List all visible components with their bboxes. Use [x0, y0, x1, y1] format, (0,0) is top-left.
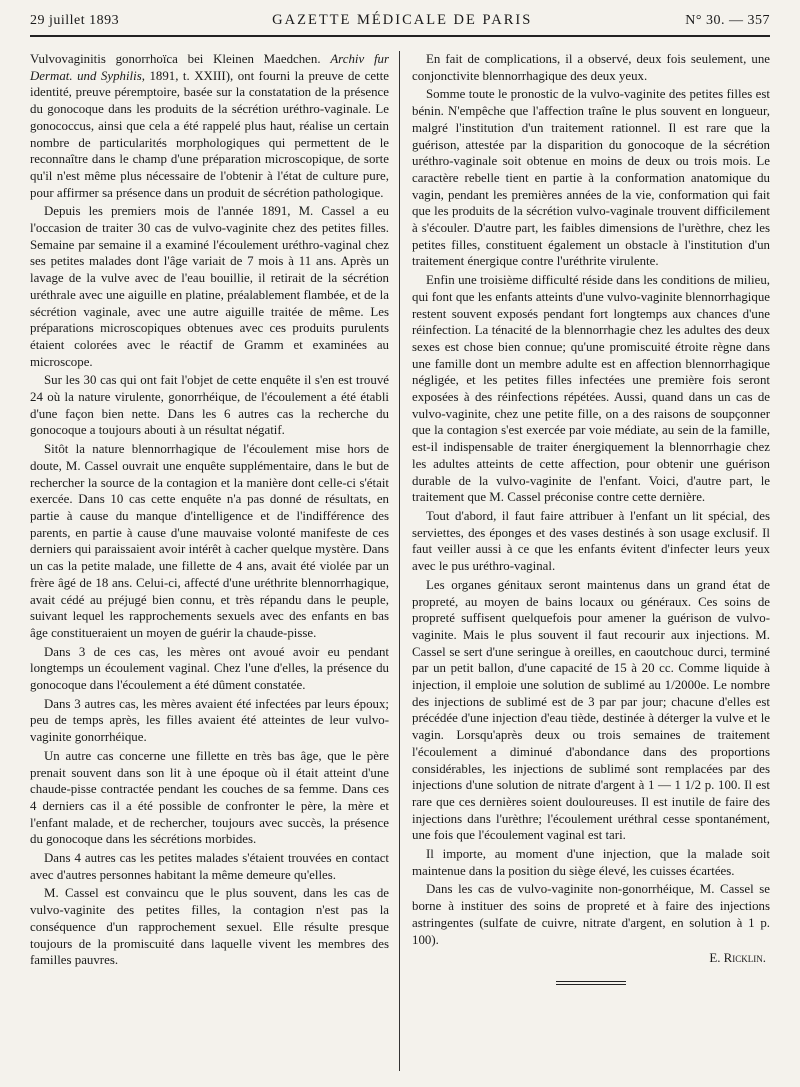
paragraph: Sitôt la nature blennorrhagique de l'écoulement mise hors de doute, M. Cassel ouvrait une enquête supplémentaire, dans le but de rechercher la source de la contagion et la manière dont celle-ci s'était exercée. Dans 10 cas cette enquête n'a pas donné de résultats, en partie à cause du manque d'intelligence et de l'indifférence des parents, en partie à cause d'une mauvaise volonté manifeste de ces derniers qui paraissaient avoir intérêt à cacher quelque mystère. Dans un cas la petite malade, une fillette de 4 ans, avait été violée par un frère âgé de 18 ans. Celui-ci, affecté d'une uréthrite blennorrhagique, avait cédé au préjugé bien connu, et très répandu dans le peuple, suivant lequel les rapprochements sexuels avec des enfants en bas âge constitueraient un moyen de guérir la chaude-pisse. [30, 442, 389, 640]
author-signature: E. Ricklin. [709, 951, 766, 966]
journal-title: GAZETTE MÉDICALE DE PARIS [272, 12, 533, 28]
paragraph: Dans 3 autres cas, les mères avaient été infectées par leurs époux; peu de temps après, les filles avaient été atteintes de leur vulvo-vaginite gonorrhéique. [30, 696, 389, 745]
paragraph: Somme toute le pronostic de la vulvo-vaginite des petites filles est bénin. N'empêche que l'affection traîne le plus souvent en longueur, malgré l'institution d'un traitement rationnel. Il est rare que la guérison, attestée par la disparition du gonocoque de la sécrétion uréthro-vaginale soit obtenue en moins de deux ou trois mois. Le caractère rebelle tient en partie à la conformation anatomique du vagin, pendant les premières années de la vie, conformation qui fait que les produits de la sécrétion vulvo-vaginale trouvent difficilement à s'écouler. D'autre part, les faibles dimensions de l'urèthre, chez les petites filles, constituent également un obstacle à l'institution d'un traitement énergique contre l'uréthrite virulente. [412, 87, 770, 269]
paragraph: Les organes génitaux seront maintenus dans un grand état de propreté, au moyen de bains locaux ou généraux. Ces soins de propreté suffisent quelquefois pour amener la guérison de vulvo-vaginite. Mais le plus souvent il faut recourir aux injections. M. Cassel se sert d'une seringue à oreilles, en caoutchouc durci, terminé par un petit ballon, d'une capacité de 15 à 20 cc. Comme liquide à injection, il emploie une solution de sublimé au 1/2000e. Le nombre des injections de sublimé est de 3 par par jour; chacune d'elles est précédée d'une injection d'eau tiède, destinée à déterger la vulve et le vagin. Lorsqu'après deux ou trois semaines de traitement l'écoulement a diminué d'abondance dans des proportions considérables, les injections de sublimé sont remplacées par des injections d'une solution de nitrate d'argent à 1 — 1 1/2 p. 100. Il est rare que ces dernières soient douloureuses. Il est inutile de faire des injections dans l'urèthre; l'écoulement uréthral cesse spontanément, une fois que l'écoulement vaginal est tari. [412, 577, 770, 843]
citation-journal: Archiv fur Dermat. und Syphilis [30, 52, 389, 83]
paragraph: M. Cassel est convaincu que le plus souvent, dans les cas de vulvo-vaginite des petites filles, la contagion n'est pas la conséquence d'un rapprochement sexuel. Elle résulte presque toujours de la promiscuité dans laquelle vivent les membres des familles pauvres. [30, 886, 389, 968]
paragraph-text: , 1891, t. XXIII), ont fourni la preuve de cette identité, preuve péremptoire, basée sur la constatation de la présence du gonocoque dans les produits de la sécrétion uréthro-vaginale. Le gonococcus, ainsi que cela a été rappelé plus haut, réalise un certain nombre de particularités morphologiques qui permettent de le reconnaître dans le champ d'une préparation microscopique, de sorte qu'il n'est même plus nécessaire de l'obtenir à l'état de culture pure, pour affirmer sa présence dans un produit de sécrétion pathologique. [30, 68, 389, 200]
paragraph: Depuis les premiers mois de l'année 1891, M. Cassel a eu l'occasion de traiter 30 cas de vulvo-vaginite chez des petites filles. Semaine par semaine il a examiné l'écoulement uréthro-vaginal chez ses petites malades dont l'âge variait de 7 mois à 11 ans. Après un lavage de la vulve avec de l'eau bouillie, il retirait de la sécrétion uréthrale avec une aiguille en platine, préalablement flambée, et de la sécrétion vaginale, avec une autre aiguille traitée de même. Les préparations microscopiques obtenues avec ces produits purulents étaient colorées avec le réactif de Gramm et examinées au microscope. [30, 204, 389, 369]
paragraph: Dans les cas de vulvo-vaginite non-gonorrhéique, M. Cassel se borne à instituer des soins de propreté et à faire des injections astringentes (sulfate de cuivre, nitrate d'argent, en solution à 1 p. 100). [412, 882, 770, 947]
paragraph: Il importe, au moment d'une injection, que la malade soit maintenue dans la position du siège élevé, les cuisses écartées. [412, 847, 770, 878]
paragraph: En fait de complications, il a observé, deux fois seulement, une conjonctivite blennorrhagique des deux yeux. [412, 52, 770, 83]
paragraph: Dans 3 de ces cas, les mères ont avoué avoir eu pendant longtemps un écoulement vaginal. Chez l'une d'elles, la présence du gonocoque dans l'écoulement a été dûment constatée. [30, 644, 389, 693]
header-date: 29 juillet 1893 [30, 13, 120, 28]
page-header [30, 12, 770, 37]
paragraph: Sur les 30 cas qui ont fait l'objet de cette enquête il s'en est trouvé 24 où la nature virulente, gonorrhéique, de l'écoulement a été établi d'une façon bien nette. Dans les 6 autres cas la recherche du gonocoque a toujours abouti à un résultat négatif. [30, 373, 389, 438]
end-rule [556, 981, 626, 985]
paragraph: Tout d'abord, il faut faire attribuer à l'enfant un lit spécial, des serviettes, des éponges et des vases destinés à son usage exclusif. Il faut veiller aussi à ce que les enfants évitent d'infecter leurs yeux avec le pus uréthro-vaginal. [412, 508, 770, 574]
paragraph: Un autre cas concerne une fillette en très bas âge, que le père prenait souvent dans son lit à une époque où il était atteint d'une chaude-pisse contractée pendant les couches de sa femme. Dans ces 4 derniers cas il a été possible de confronter le père, la mère et l'enfant malade, et de rechercher, toujours avec succès, la présence du gonocoque dans les sécrétions morbides. [30, 748, 389, 847]
citation-text: Vulvovaginitis gonorrhoïca bei Kleinen Maedchen. [30, 52, 331, 66]
paragraph [30, 51, 389, 201]
left-column [22, 51, 400, 1071]
two-column-body [22, 51, 778, 1071]
issue-page-number: N° 30. — 357 [685, 13, 770, 28]
paragraph: Enfin une troisième difficulté réside dans les conditions de milieu, qui font que les enfants atteints d'une vulvo-vaginite blennorrhagique restent souvent exposés pendant fort longtemps aux chances d'une réinfection. La ténacité de la blennorrhagie chez les adultes des deux sexes est chose bien connue; qu'une promiscuité étroite règne dans une famille dont un membre adulte est en affection blennorrhagique négligée, et les petites filles infectées une première fois seront exposées à des réinfections répétées. Aussi, quand dans un cas de vulvo-vaginite, chez une petite fille, on a des raisons de soupçonner que la contagion s'est exercée par voie médiate, au sein de la famille, est-il indispensable de traiter énergiquement la blennorrhagie chez les adultes atteints de cette affection, pour obtenir une guérison durable de la vulvo-vaginite de l'enfant. Voici, d'autre part, le traitement que M. Cassel préconise contre cette dernière. [412, 273, 770, 505]
right-column [400, 51, 778, 1071]
paragraph: Dans 4 autres cas les petites malades s'étaient trouvées en contact avec d'autres personnes habitant la même demeure qu'elles. [30, 851, 389, 882]
